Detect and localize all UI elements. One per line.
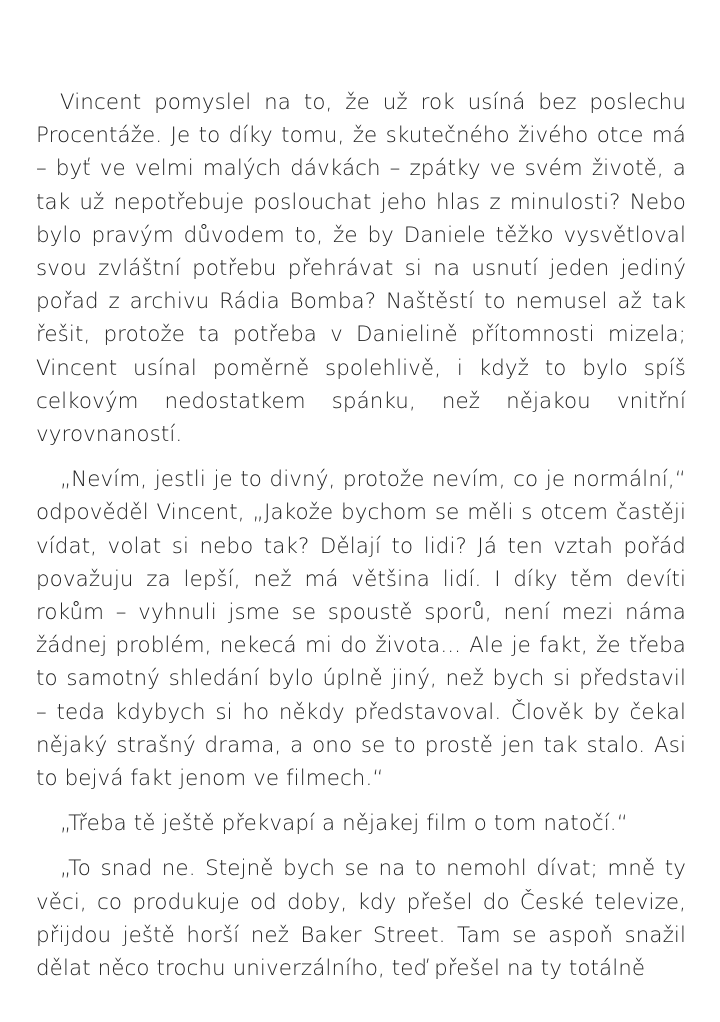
book-page	[36, 86, 686, 985]
paragraph-4: „To snad ne. Stejně bych se na to nemohl dívat; mně ty věci, co produkuje od doby, kdy přešel do České televize, přijdou ještě horší než Baker Street. Tam se aspoň snažil dělat něco trochu univerzálního, teď přešel na ty totálně	[36, 856, 686, 982]
paragraph-1: Vincent pomyslel na to, že už rok usíná bez poslechu Procentáže. Je to díky tomu, že skutečného živého otce má – byť ve velmi malých dávkách – zpátky ve svém životě, a tak už nepotřebuje poslouchat jeho hlas z minulosti? Nebo bylo pravým důvodem to, že by Daniele těžko vysvětloval svou zvláštní potřebu přehrávat si na usnutí jeden jediný pořad z archivu Rádia Bomba? Naštěstí to nemusel až tak řešit, protože ta potřeba v Danielině přítomnosti mizela; Vincent usínal poměrně spolehlivě, i když to bylo spíš celkovým nedostatkem spánku, než nějakou vnitřní vyrovnaností.	[36, 90, 686, 448]
paragraph-2: „Nevím, jestli je to divný, protože nevím, co je normální,“ odpověděl Vincent, „Jakože bychom se měli s otcem častěji vídat, volat si nebo tak? Dělají to lidi? Já ten vztah pořád považuju za lepší, než má většina lidí. I díky těm devíti rokům – vyhnuli jsme se spoustě sporů, není mezi náma žádnej problém, nekecá mi do života... Ale je fakt, že třeba to samotný shledání bylo úplně jiný, než bych si představil – teda kdybych si ho někdy představoval. Člověk by čekal nějaký strašný drama, a ono se to prostě jen tak stalo. Asi to bejvá fakt jenom ve filmech.“	[36, 467, 686, 792]
paragraph-3: „Třeba tě ještě překvapí a nějakej film o tom natočí.“	[60, 811, 628, 837]
